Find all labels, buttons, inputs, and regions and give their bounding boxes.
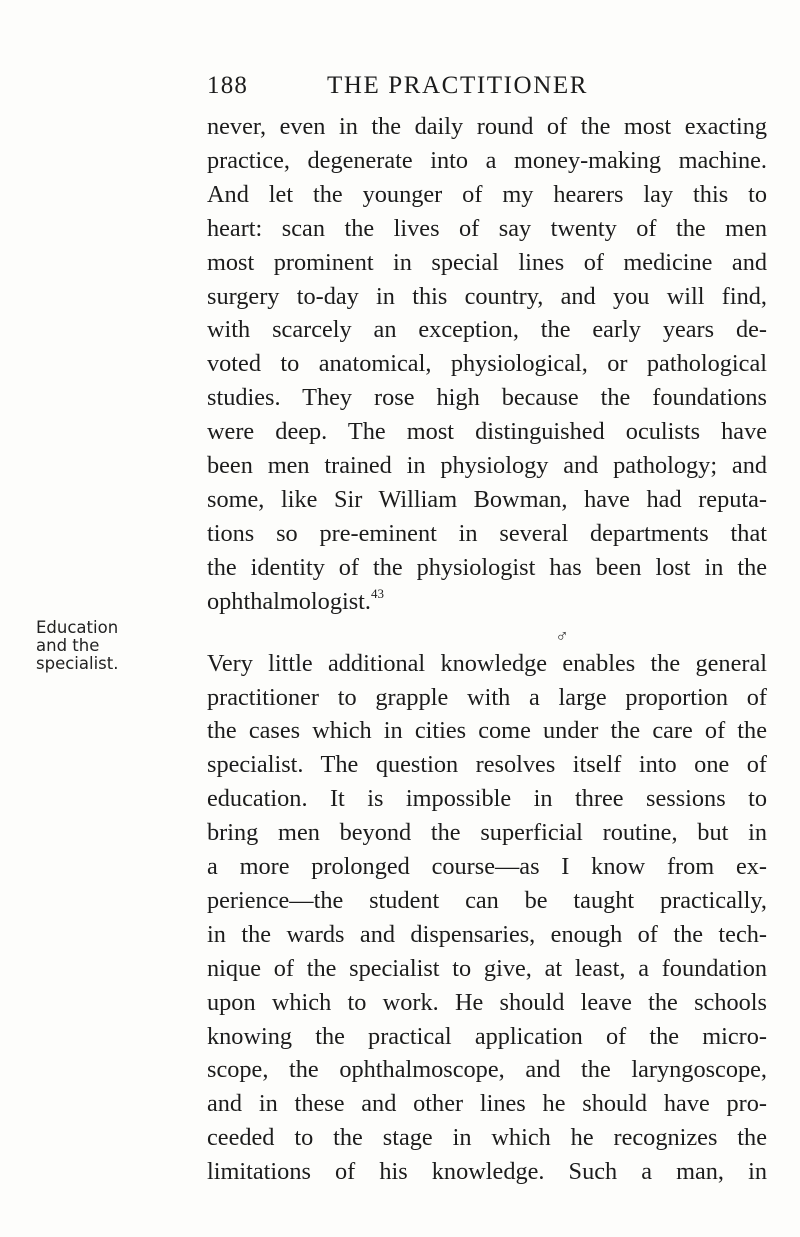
text-line: surgery to-day in this country, and you will find, [207, 282, 767, 310]
text-line: tions so pre-eminent in several departments that [207, 519, 767, 547]
margin-note [36, 619, 176, 673]
text-line: the cases which in cities come under the care of the [207, 717, 767, 745]
text-line: in the wards and dispensaries, enough of the tech- [207, 920, 767, 948]
text-line: a more prolonged course—as I know from ex- [207, 853, 767, 881]
text-line: and in these and other lines he should have pro- [207, 1090, 767, 1118]
text-line: studies. They rose high because the foundations [207, 384, 767, 412]
running-title: THE PRACTITIONER [327, 72, 589, 99]
text-line: the identity of the physiologist has been lost in the [207, 553, 767, 581]
text-line: bring men beyond the superficial routine, but in [207, 819, 767, 847]
paragraph-2 [207, 647, 767, 1190]
text-line: perience—the student can be taught practically, [207, 886, 767, 914]
text-line: with scarcely an exception, the early years de- [207, 316, 767, 344]
text-line: education. It is impossible in three sessions to [207, 785, 767, 813]
margin-note-line: Education [36, 618, 119, 637]
last-line-text: ophthalmologist. [207, 587, 372, 615]
text-line: voted to anatomical, physiological, or pathological [207, 350, 767, 378]
paragraph-1 [207, 110, 767, 619]
text-line: never, even in the daily round of the most exacting [207, 113, 767, 140]
text-line: were deep. The most distinguished oculists have [207, 418, 767, 446]
body-text [207, 110, 767, 1189]
text-line: practitioner to grapple with a large proportion of [207, 683, 767, 711]
text-line: nique of the specialist to give, at least, a foundation [207, 954, 767, 982]
margin-note-line: specialist. [36, 654, 119, 673]
text-line: heart: scan the lives of say twenty of the men [207, 214, 767, 242]
text-line: Very little additional knowledge enables the general [207, 649, 767, 677]
page-header [207, 72, 767, 100]
text-line-last [207, 585, 767, 619]
text-line: some, like Sir William Bowman, have had reputa- [207, 485, 767, 513]
text-line: most prominent in special lines of medicine and [207, 248, 767, 276]
text-line: knowing the practical application of the micro- [207, 1022, 767, 1050]
text-line: specialist. The question resolves itself into one of [207, 751, 767, 779]
text-line: been men trained in physiology and pathology; and [207, 452, 767, 480]
text-line: limitations of his knowledge. Such a man, in [207, 1158, 767, 1186]
section-ornament: ♂ [555, 625, 569, 646]
margin-note-line: and the [36, 636, 100, 655]
text-line: And let the younger of my hearers lay this to [207, 180, 767, 208]
text-line: upon which to work. He should leave the schools [207, 988, 767, 1016]
page-number: 188 [207, 72, 249, 99]
text-line: ceeded to the stage in which he recognizes the [207, 1124, 767, 1152]
text-line: practice, degenerate into a money-making machine. [207, 146, 767, 174]
footnote-reference[interactable]: 43 [371, 585, 385, 601]
text-line: scope, the ophthalmoscope, and the laryngoscope, [207, 1056, 767, 1084]
